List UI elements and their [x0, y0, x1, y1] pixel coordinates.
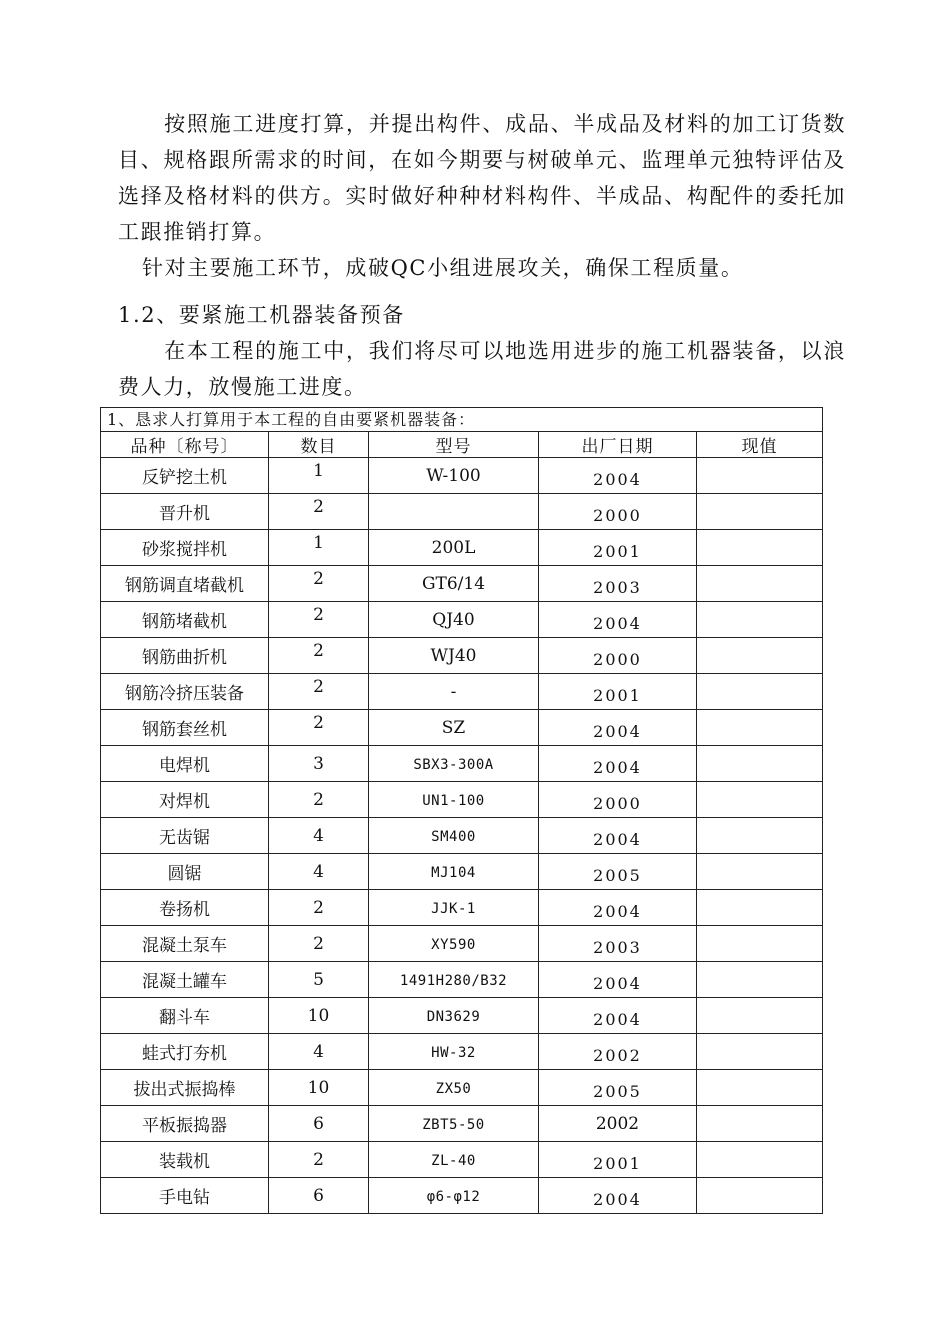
equipment-name-text: 混凝土罐车 — [142, 972, 227, 992]
equipment-name-text: 钢筋堵截机 — [142, 612, 227, 632]
count-text: 2 — [313, 1149, 324, 1170]
date-cell — [539, 854, 697, 890]
equipment-name-cell — [101, 602, 269, 638]
table-row — [101, 1034, 823, 1070]
equipment-name-text: 翻斗车 — [159, 1008, 210, 1028]
count-text: 2 — [313, 933, 324, 954]
table-row — [101, 530, 823, 566]
model-cell — [369, 458, 539, 494]
date-cell — [539, 602, 697, 638]
table-row — [101, 566, 823, 602]
equipment-name-text: 晋升机 — [159, 504, 210, 524]
model-text: HW-32 — [431, 1044, 476, 1061]
date-text: 2001 — [593, 1153, 642, 1173]
model-cell — [369, 782, 539, 818]
date-cell — [539, 530, 697, 566]
equipment-name-text: 砂浆搅拌机 — [142, 540, 227, 560]
model-text: ZL-40 — [431, 1152, 476, 1169]
count-text: 2 — [313, 712, 324, 733]
date-text: 2004 — [593, 1009, 642, 1029]
equipment-name-text: 手电钻 — [159, 1188, 210, 1208]
equipment-name-text: 圆锯 — [167, 864, 202, 884]
table-row — [101, 1178, 823, 1214]
value-cell — [697, 494, 823, 530]
table-row — [101, 818, 823, 854]
count-cell — [269, 782, 369, 818]
table-row — [101, 1142, 823, 1178]
equipment-name-cell — [101, 674, 269, 710]
model-text: φ6-φ12 — [426, 1188, 481, 1205]
date-cell — [539, 926, 697, 962]
date-cell — [539, 746, 697, 782]
model-text: DN3629 — [426, 1008, 481, 1025]
equipment-name-cell — [101, 710, 269, 746]
value-cell — [697, 1034, 823, 1070]
model-text: SZ — [441, 717, 466, 738]
model-cell — [369, 926, 539, 962]
date-text: 2004 — [593, 469, 642, 489]
equipment-name-text: 对焊机 — [159, 792, 210, 812]
model-text: JJK-1 — [431, 900, 476, 917]
table-row — [101, 746, 823, 782]
table-header-row — [101, 432, 823, 458]
count-cell — [269, 494, 369, 530]
equipment-name-text: 蛙式打夯机 — [142, 1044, 227, 1064]
value-cell — [697, 530, 823, 566]
date-text: 2002 — [593, 1045, 642, 1065]
equipment-name-cell — [101, 854, 269, 890]
model-cell — [369, 1142, 539, 1178]
count-cell — [269, 890, 369, 926]
table-row — [101, 998, 823, 1034]
value-cell — [697, 854, 823, 890]
count-text: 5 — [313, 969, 324, 990]
value-cell — [697, 1142, 823, 1178]
date-text: 2003 — [593, 937, 642, 957]
model-text: SBX3-300A — [413, 756, 494, 773]
date-text: 2001 — [593, 685, 642, 705]
count-cell — [269, 854, 369, 890]
count-text: 4 — [313, 1041, 324, 1062]
date-text: 2004 — [593, 829, 642, 849]
model-cell — [369, 566, 539, 602]
equipment-name-cell — [101, 1178, 269, 1214]
paragraph-text: 在本工程的施工中，我们将尽可以地选用进步的施工机器装备，以浪费人力，放慢施工进度。 — [118, 339, 846, 399]
equipment-name-text: 反铲挖土机 — [142, 468, 227, 488]
table-row — [101, 854, 823, 890]
count-text: 3 — [313, 753, 324, 774]
date-text: 2000 — [593, 793, 642, 813]
date-cell — [539, 566, 697, 602]
date-text: 2004 — [593, 973, 642, 993]
table-row — [101, 1070, 823, 1106]
count-cell — [269, 530, 369, 566]
equipment-name-cell — [101, 962, 269, 998]
date-text: 2001 — [593, 541, 642, 561]
count-cell — [269, 1034, 369, 1070]
equipment-name-text: 钢筋调直堵截机 — [125, 576, 244, 596]
count-text: 2 — [313, 897, 324, 918]
equipment-name-text: 拔出式振捣棒 — [133, 1080, 236, 1100]
value-cell — [697, 998, 823, 1034]
equipment-name-cell — [101, 638, 269, 674]
model-cell — [369, 746, 539, 782]
equipment-name-text: 装载机 — [159, 1152, 210, 1172]
equipment-name-cell — [101, 998, 269, 1034]
count-cell — [269, 818, 369, 854]
paragraph-qc-group — [118, 250, 846, 286]
count-cell — [269, 926, 369, 962]
count-text: 2 — [313, 568, 324, 589]
model-text: SM400 — [431, 828, 476, 845]
model-cell — [369, 998, 539, 1034]
count-text: 2 — [313, 640, 324, 661]
model-cell — [369, 1178, 539, 1214]
count-text: 1 — [313, 460, 324, 481]
date-text: 2000 — [593, 649, 642, 669]
equipment-name-cell — [101, 458, 269, 494]
model-cell — [369, 1034, 539, 1070]
model-cell — [369, 854, 539, 890]
date-text: 2004 — [593, 1189, 642, 1209]
section-heading: 1.2、要紧施工机器装备预备 — [118, 303, 405, 327]
date-cell — [539, 782, 697, 818]
table-row — [101, 782, 823, 818]
equipment-name-cell — [101, 1070, 269, 1106]
value-cell — [697, 1106, 823, 1142]
date-text: 2004 — [593, 613, 642, 633]
equipment-name-text: 钢筋曲折机 — [142, 648, 227, 668]
equipment-name-cell — [101, 746, 269, 782]
model-cell — [369, 890, 539, 926]
count-text: 2 — [313, 496, 324, 517]
model-cell — [369, 818, 539, 854]
count-text: 4 — [313, 825, 324, 846]
equipment-name-cell — [101, 890, 269, 926]
equipment-name-text: 钢筋套丝机 — [142, 720, 227, 740]
equipment-name-text: 平板振捣器 — [142, 1116, 227, 1136]
equipment-name-text: 电焊机 — [159, 756, 210, 776]
model-cell — [369, 710, 539, 746]
paragraph-equipment-intro — [118, 333, 846, 405]
model-cell — [369, 638, 539, 674]
value-cell — [697, 962, 823, 998]
model-cell — [369, 674, 539, 710]
value-cell — [697, 710, 823, 746]
count-text: 2 — [313, 604, 324, 625]
table-row — [101, 890, 823, 926]
date-cell — [539, 818, 697, 854]
model-text: UN1-100 — [422, 792, 485, 809]
value-cell — [697, 638, 823, 674]
model-text: W-100 — [426, 465, 481, 486]
date-cell — [539, 1070, 697, 1106]
equipment-name-cell — [101, 494, 269, 530]
date-cell — [539, 674, 697, 710]
date-text: 2003 — [593, 577, 642, 597]
value-cell — [697, 458, 823, 494]
count-cell — [269, 458, 369, 494]
equipment-name-text: 卷扬机 — [159, 900, 210, 920]
count-cell — [269, 638, 369, 674]
count-text: 10 — [307, 1077, 330, 1098]
equipment-name-cell — [101, 1034, 269, 1070]
model-text: ZBT5-50 — [422, 1116, 485, 1133]
count-text: 1 — [313, 532, 324, 553]
model-text: GT6/14 — [421, 573, 486, 594]
count-cell — [269, 1106, 369, 1142]
count-cell — [269, 998, 369, 1034]
header-name: 品种〔称号〕 — [101, 432, 269, 458]
count-text: 2 — [313, 789, 324, 810]
count-cell — [269, 1178, 369, 1214]
count-cell — [269, 1070, 369, 1106]
count-text: 10 — [307, 1005, 330, 1026]
equipment-name-cell — [101, 1142, 269, 1178]
equipment-name-text: 混凝土泵车 — [142, 936, 227, 956]
date-text: 2004 — [593, 721, 642, 741]
date-text: 2004 — [593, 757, 642, 777]
model-cell — [369, 962, 539, 998]
table-row — [101, 458, 823, 494]
value-cell — [697, 818, 823, 854]
date-cell — [539, 494, 697, 530]
value-cell — [697, 1070, 823, 1106]
equipment-name-text: 钢筋冷挤压装备 — [125, 684, 244, 704]
count-cell — [269, 746, 369, 782]
model-text: 200L — [431, 537, 476, 558]
count-text: 6 — [313, 1185, 324, 1206]
header-count: 数目 — [269, 432, 369, 458]
value-cell — [697, 674, 823, 710]
table-title-row — [101, 408, 823, 432]
model-text: 1491H280/B32 — [399, 972, 508, 989]
equipment-name-cell — [101, 1106, 269, 1142]
table-row — [101, 926, 823, 962]
date-cell — [539, 962, 697, 998]
table-row — [101, 674, 823, 710]
equipment-name-cell — [101, 782, 269, 818]
count-cell — [269, 710, 369, 746]
model-text: ZX50 — [435, 1080, 472, 1097]
table-row — [101, 962, 823, 998]
date-cell — [539, 710, 697, 746]
paragraph-text: 按照施工进度打算，并提出构件、成品、半成品及材料的加工订货数目、规格跟所需求的时间，在如今期要与树破单元、监理单元独特评估及选择及格材料的供方。实时做好种种材料构件、半成品、构配件的委托加工跟推销打算。 — [118, 112, 846, 244]
date-cell — [539, 1142, 697, 1178]
model-text: WJ40 — [430, 645, 477, 666]
table-row — [101, 638, 823, 674]
count-cell — [269, 962, 369, 998]
date-cell — [539, 890, 697, 926]
table-row — [101, 710, 823, 746]
count-text: 2 — [313, 676, 324, 697]
table-row — [101, 602, 823, 638]
equipment-name-cell — [101, 926, 269, 962]
count-text: 6 — [313, 1113, 324, 1134]
header-value: 现值 — [697, 432, 823, 458]
equipment-name-text: 无齿锯 — [159, 828, 210, 848]
header-date: 出厂日期 — [539, 432, 697, 458]
value-cell — [697, 1178, 823, 1214]
date-text: 2005 — [593, 865, 642, 885]
value-cell — [697, 890, 823, 926]
model-cell — [369, 602, 539, 638]
value-cell — [697, 746, 823, 782]
table-row — [101, 494, 823, 530]
model-cell — [369, 1070, 539, 1106]
model-text: - — [450, 681, 457, 702]
date-text: 2004 — [593, 901, 642, 921]
paragraph-text: 针对主要施工环节，成破QC小组进展攻关，确保工程质量。 — [142, 256, 744, 280]
header-model: 型号 — [369, 432, 539, 458]
value-cell — [697, 566, 823, 602]
model-cell — [369, 1106, 539, 1142]
date-cell — [539, 1178, 697, 1214]
equipment-table — [100, 407, 823, 1214]
date-cell — [539, 1106, 697, 1142]
equipment-name-cell — [101, 818, 269, 854]
date-text: 2002 — [595, 1113, 640, 1134]
model-text: QJ40 — [432, 609, 475, 630]
date-cell — [539, 998, 697, 1034]
value-cell — [697, 602, 823, 638]
value-cell — [697, 782, 823, 818]
model-text: XY590 — [431, 936, 476, 953]
equipment-name-cell — [101, 530, 269, 566]
table-row — [101, 1106, 823, 1142]
date-text: 2000 — [593, 505, 642, 525]
date-cell — [539, 638, 697, 674]
count-cell — [269, 602, 369, 638]
equipment-name-cell — [101, 566, 269, 602]
date-cell — [539, 1034, 697, 1070]
table-title: 1、恳求人打算用于本工程的自由要紧机器装备： — [101, 408, 823, 432]
count-cell — [269, 566, 369, 602]
model-text: MJ104 — [431, 864, 476, 881]
value-cell — [697, 926, 823, 962]
date-text: 2005 — [593, 1081, 642, 1101]
paragraph-materials-plan — [118, 106, 846, 250]
date-cell — [539, 458, 697, 494]
model-cell — [369, 530, 539, 566]
count-cell — [269, 674, 369, 710]
model-cell — [369, 494, 539, 530]
count-cell — [269, 1142, 369, 1178]
count-text: 4 — [313, 861, 324, 882]
